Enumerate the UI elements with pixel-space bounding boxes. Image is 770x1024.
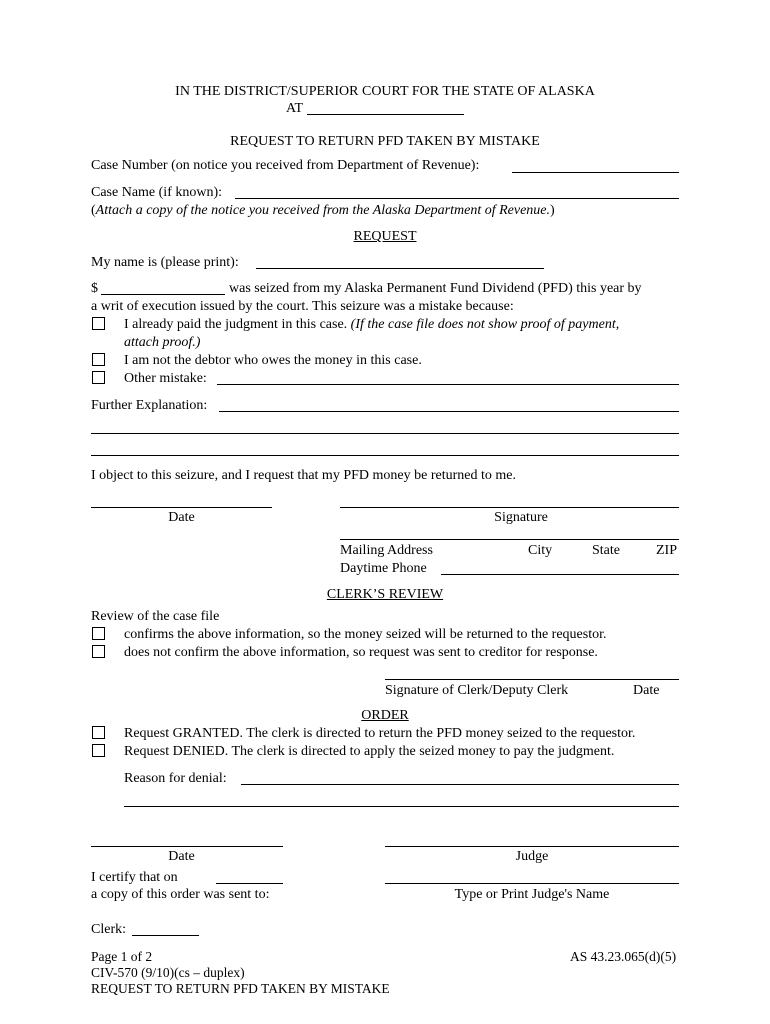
footer-form-title: REQUEST TO RETURN PFD TAKEN BY MISTAKE bbox=[91, 981, 390, 996]
other-mistake-checkbox[interactable] bbox=[92, 371, 105, 384]
request-date-field[interactable] bbox=[91, 507, 272, 508]
not-debtor-text: I am not the debtor who owes the money in this case. bbox=[124, 353, 422, 368]
reason-for-denial-field[interactable] bbox=[241, 784, 679, 785]
denied-text: Request DENIED. The clerk is directed to apply the seized money to pay the judgment. bbox=[124, 744, 615, 759]
daytime-phone-label: Daytime Phone bbox=[340, 561, 427, 576]
form-code: CIV-570 (9/10)(cs – duplex) bbox=[91, 965, 245, 980]
certify-date-field[interactable] bbox=[216, 883, 283, 884]
judge-name-label: Type or Print Judge's Name bbox=[454, 887, 610, 902]
other-mistake-field[interactable] bbox=[217, 384, 679, 385]
statute-reference: AS 43.23.065(d)(5) bbox=[570, 949, 677, 964]
further-explanation-field[interactable] bbox=[219, 411, 679, 412]
reason-for-denial-line-2[interactable] bbox=[124, 806, 679, 807]
location-field[interactable] bbox=[307, 114, 464, 115]
court-heading: IN THE DISTRICT/SUPERIOR COURT FOR THE STATE OF ALASKA bbox=[175, 84, 595, 99]
daytime-phone-field[interactable] bbox=[441, 574, 679, 575]
further-explanation-label: Further Explanation: bbox=[91, 398, 208, 413]
already-paid-line bbox=[124, 316, 619, 333]
does-not-confirm-text: does not confirm the above information, so request was sent to creditor for response. bbox=[124, 645, 598, 660]
zip-label: ZIP bbox=[656, 543, 677, 558]
amount-field[interactable] bbox=[101, 294, 225, 295]
judge-name-field[interactable] bbox=[385, 883, 679, 884]
mailing-address-field[interactable] bbox=[340, 539, 679, 540]
state-label: State bbox=[592, 543, 620, 558]
signature-field[interactable] bbox=[340, 507, 679, 508]
name-field[interactable] bbox=[256, 268, 544, 269]
does-not-confirm-checkbox[interactable] bbox=[92, 645, 105, 658]
attach-note bbox=[91, 202, 555, 219]
other-mistake-label: Other mistake: bbox=[124, 371, 207, 386]
further-explanation-line-3[interactable] bbox=[91, 455, 679, 456]
clerk-initials-field[interactable] bbox=[132, 935, 199, 936]
seized-text: was seized from my Alaska Permanent Fund Dividend (PFD) this year by bbox=[229, 281, 642, 296]
proof-note: (If the case file does not show proof of payment, bbox=[350, 317, 620, 332]
case-name-field[interactable] bbox=[235, 198, 679, 199]
further-explanation-line-2[interactable] bbox=[91, 433, 679, 434]
review-case-file-label: Review of the case file bbox=[91, 609, 220, 624]
order-date-label: Date bbox=[168, 849, 195, 864]
already-paid-text: I already paid the judgment in this case. bbox=[124, 317, 348, 332]
clerks-review-heading: CLERK’S REVIEW bbox=[326, 587, 444, 602]
certify-label: I certify that on bbox=[91, 870, 178, 885]
attach-close: ) bbox=[550, 203, 555, 218]
confirms-text: confirms the above information, so the money seized will be returned to the requestor. bbox=[124, 627, 607, 642]
denied-checkbox[interactable] bbox=[92, 744, 105, 757]
clerk-signature-label: Signature of Clerk/Deputy Clerk bbox=[385, 683, 569, 698]
signature-label: Signature bbox=[494, 510, 548, 525]
request-date-label: Date bbox=[168, 510, 195, 525]
attach-proof-note: attach proof.) bbox=[124, 335, 201, 350]
object-statement: I object to this seizure, and I request that my PFD money be returned to me. bbox=[91, 468, 516, 483]
form-title: REQUEST TO RETURN PFD TAKEN BY MISTAKE bbox=[230, 134, 540, 149]
copy-sent-label: a copy of this order was sent to: bbox=[91, 887, 270, 902]
clerk-label: Clerk: bbox=[91, 922, 126, 937]
page-number: Page 1 of 2 bbox=[91, 949, 153, 964]
case-number-field[interactable] bbox=[512, 172, 679, 173]
clerk-date-label: Date bbox=[633, 683, 660, 698]
granted-text: Request GRANTED. The clerk is directed to return the PFD money seized to the requestor. bbox=[124, 726, 636, 741]
case-name-label: Case Name (if known): bbox=[91, 185, 223, 200]
attach-open: ( bbox=[91, 203, 96, 218]
order-heading: ORDER bbox=[361, 708, 409, 723]
not-debtor-checkbox[interactable] bbox=[92, 353, 105, 366]
granted-checkbox[interactable] bbox=[92, 726, 105, 739]
case-number-label: Case Number (on notice you received from Department of Revenue): bbox=[91, 158, 480, 173]
writ-text: a writ of execution issued by the court. This seizure was a mistake because: bbox=[91, 299, 514, 314]
city-label: City bbox=[528, 543, 553, 558]
order-date-field[interactable] bbox=[91, 846, 283, 847]
reason-for-denial-label: Reason for denial: bbox=[124, 771, 227, 786]
mailing-address-label: Mailing Address bbox=[340, 543, 433, 558]
attach-note-italic: Attach a copy of the notice you received from the Alaska Department of Revenue. bbox=[95, 203, 551, 218]
judge-label: Judge bbox=[515, 849, 549, 864]
name-label: My name is (please print): bbox=[91, 255, 239, 270]
confirms-checkbox[interactable] bbox=[92, 627, 105, 640]
at-label: AT bbox=[286, 101, 304, 116]
request-heading: REQUEST bbox=[353, 229, 417, 244]
already-paid-checkbox[interactable] bbox=[92, 317, 105, 330]
dollar-sign: $ bbox=[91, 281, 98, 296]
judge-signature-field[interactable] bbox=[385, 846, 679, 847]
clerk-signature-field[interactable] bbox=[385, 679, 679, 680]
